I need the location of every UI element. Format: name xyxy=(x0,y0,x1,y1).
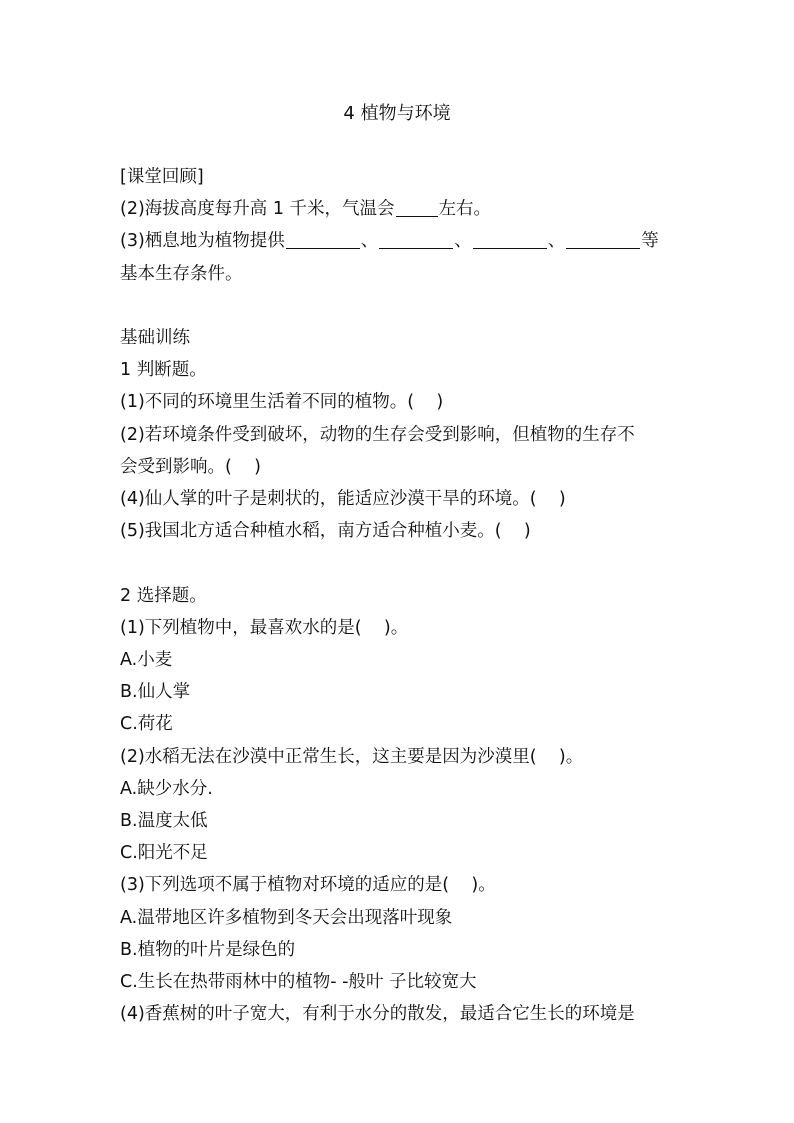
judge-item-text: (4)仙人掌的叶子是刺状的，能适应沙漠干旱的环境。( xyxy=(120,489,537,510)
review-q2-tail: 左右。 xyxy=(438,199,492,220)
choice-question-stem: (4)香蕉树的叶子宽大，有利于水分的散发，最适合它生长的环境是 xyxy=(120,1004,635,1025)
review-question-3 xyxy=(120,225,680,257)
judge-item-text: (2)若环境条件受到破坏，动物的生存会受到影响，但植物的生存不 xyxy=(120,424,635,445)
answer-blank xyxy=(379,230,453,249)
choice-stem-text: (3)下列选项不属于植物对环境的适应的是( xyxy=(120,875,450,896)
judge-item xyxy=(120,419,680,451)
choice-option: B.植物的叶片是绿色的 xyxy=(120,939,296,960)
choice-option: C.阳光不足 xyxy=(120,843,208,864)
judge-header: 1 判断题。 xyxy=(120,360,207,381)
answer-blank xyxy=(286,230,360,249)
blank-separator: 、 xyxy=(547,231,566,252)
judge-item-close: ) xyxy=(254,456,261,477)
choice-header: 2 选择题。 xyxy=(120,585,207,606)
judge-item-text: 会受到影响。( xyxy=(120,456,232,477)
choice-option: C.生长在热带雨林中的植物- -般叶 子比较宽大 xyxy=(120,972,477,993)
blank-separator: 、 xyxy=(360,231,379,252)
judge-item-close: ) xyxy=(436,392,444,413)
answer-blank xyxy=(566,230,640,249)
choice-question-stem xyxy=(120,612,680,644)
choice-stem-text: (1)下列植物中，最喜欢水的是( xyxy=(120,617,362,638)
judge-item-text: (1)不同的环境里生活着不同的植物。( xyxy=(120,392,415,413)
document-body xyxy=(120,161,680,1030)
choice-option: B.仙人掌 xyxy=(120,682,191,703)
review-q3-continuation: 基本生存条件。 xyxy=(120,263,243,284)
review-q3-tail: 等 xyxy=(641,231,659,252)
choice-option: B.温度太低 xyxy=(120,811,208,832)
review-q2-text: (2)海拔高度每升高 1 千米，气温会 xyxy=(120,199,395,220)
answer-blank xyxy=(396,198,438,217)
review-q3-text: (3)栖息地为植物提供 xyxy=(120,231,285,252)
answer-blank xyxy=(473,230,547,249)
choice-option: A.小麦 xyxy=(120,650,173,671)
choice-stem-end: )。 xyxy=(471,875,496,896)
section-header-basic: 基础训练 xyxy=(120,328,190,348)
page-title: 4 植物与环境 xyxy=(343,103,451,124)
judge-item-close: ) xyxy=(558,489,566,510)
review-question-2 xyxy=(120,193,680,225)
judge-item-continuation xyxy=(120,451,680,483)
choice-option: A.缺少水分. xyxy=(120,778,213,799)
choice-question-stem xyxy=(120,741,680,773)
review-header: [课堂回顾] xyxy=(120,167,204,187)
blank-separator: 、 xyxy=(454,231,472,252)
judge-item xyxy=(120,386,680,418)
judge-item xyxy=(120,483,680,515)
choice-stem-end: )。 xyxy=(558,746,584,767)
choice-option: A.温带地区许多植物到冬天会出现落叶现象 xyxy=(120,907,453,928)
choice-question-stem xyxy=(120,869,680,901)
judge-item-close: ) xyxy=(523,521,531,542)
judge-item-text: (5)我国北方适合种植水稻，南方适合种植小麦。( xyxy=(120,521,502,542)
choice-option: C.荷花 xyxy=(120,714,173,735)
judge-item xyxy=(120,515,680,547)
choice-stem-end: )。 xyxy=(383,617,409,638)
choice-stem-text: (2)水稻无法在沙漠中正常生长，这主要是因为沙漠里( xyxy=(120,746,537,767)
